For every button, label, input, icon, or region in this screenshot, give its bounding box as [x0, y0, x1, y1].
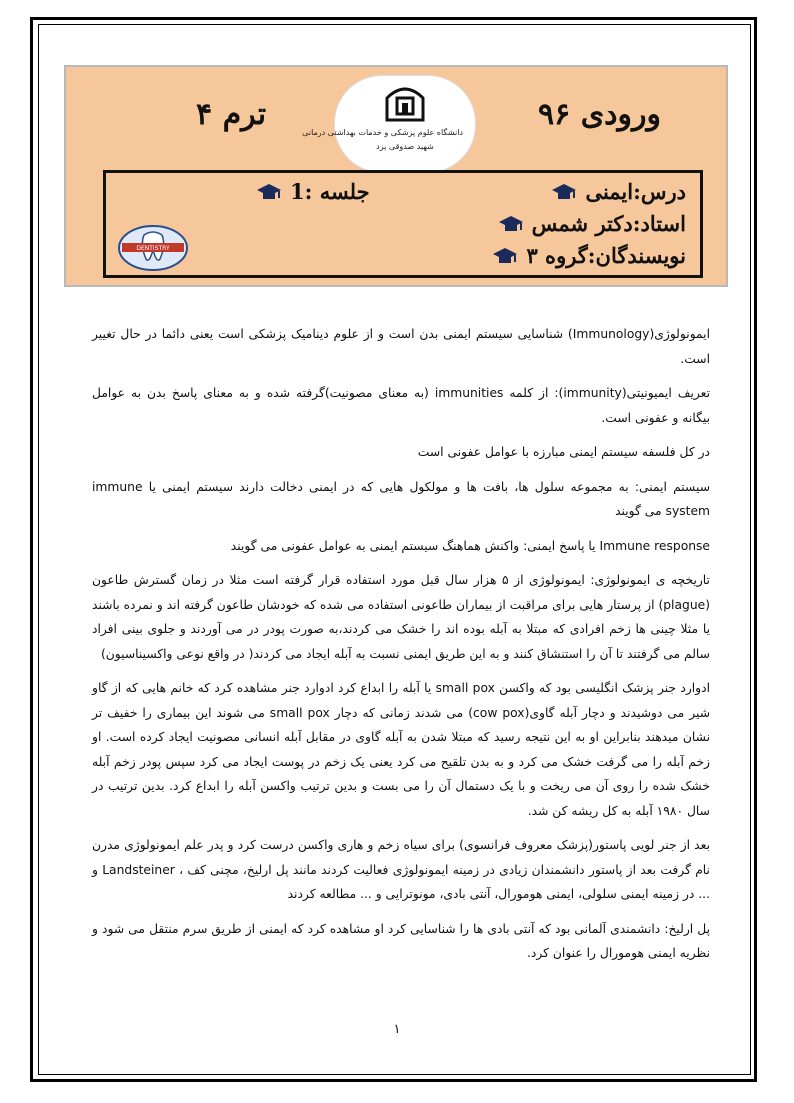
course-row [551, 179, 686, 204]
lecture-info-box [103, 170, 703, 278]
university-logo-icon [302, 75, 476, 173]
term-label: ترم ۴ [196, 97, 267, 132]
teacher-row [498, 211, 686, 236]
university-name-line1: دانشگاه علوم پزشکی و خدمات بهداشتی درمانی [302, 128, 463, 137]
header-banner [64, 65, 728, 287]
course-label: درس:ایمنی [585, 179, 686, 204]
dentistry-badge-icon [116, 223, 190, 273]
graduation-cap-icon [256, 182, 282, 202]
paragraph: در کل فلسفه سیستم ایمنی مبارزه با عوامل عفونی است [417, 445, 710, 459]
session-label: جلسه :1 [290, 179, 370, 204]
authors-row [492, 243, 686, 268]
paragraph: سیستم ایمنی: به مجموعه سلول ها، بافت ها و مولکول هایی که در ایمنی دخالت دارند سیستم ایمنی یا immune system می گویند [92, 479, 710, 518]
session-row [256, 179, 370, 204]
graduation-cap-icon [492, 246, 518, 266]
emblem-icon [383, 84, 427, 124]
article-body [92, 322, 710, 976]
paragraph: Immune response یا پاسخ ایمنی: واکنش هماهنگ سیستم ایمنی به عوامل عفونی می گویند [230, 538, 710, 553]
teacher-label: استاد:دکتر شمس [531, 211, 686, 236]
paragraph: بعد از جنر لویی پاستور(پزشک معروف فرانسوی) برای سیاه زخم و هاری واکسن درست کرد و پدر علم ایمونولوژی مدرن نام گرفت بعد از پاستور دانشمندان زیادی در زمینه ایمونولوژی فعالیت کردند مانند پل ارلیخ، مچنی کف ، Landsteiner و ... در زمینه ایمنی سلولی، ایمنی هومورال، آنتی بادی، مونوترایی و ... مطالعه کردند [92, 838, 710, 901]
page-number: ۱ [393, 1022, 401, 1037]
authors-label: نویسندگان:گروه ۳ [526, 243, 686, 268]
paragraph: پل ارلیخ: دانشمندی آلمانی بود که آنتی بادی ها را شناسایی کرد او مشاهده کرد که ایمنی از طریق سرم منتقل می شود و نظریه ایمنی هومورال را عنوان کرد. [92, 921, 710, 960]
paragraph: تاریخچه ی ایمونولوژی: ایمونولوژی از ۵ هزار سال قبل مورد استفاده قرار گرفته است مثلا در زمان گسترش طاعون (plague) از پرستار هایی برای مراقبت از بیماران طاعونی استفاده می شده که خودشان طاعون گرفته اند و نمرده باشند یا مثلا چینی ها زخم افرادی که مبتلا به آبله بوده اند را خشک می کردند،به صورت پودر در می آوردند و جلوی بینی افراد سالم می گرفتند تا آن را استنشاق کنند و به این طریق ایمنی نسبت به آبله ایجاد می کردند( در واقع نوعی واکسیناسیون) [92, 573, 710, 661]
paragraph: تعریف ایمیونیتی(immunity): از کلمه immunities (به معنای مصونیت)گرفته شده و به معنای پاسخ بدن به عوامل بیگانه و عفونی است. [92, 386, 711, 425]
paragraph: ادوارد جنر پزشک انگلیسی بود که واکسن small pox یا آبله را ابداع کرد ادوارد جنر مشاهده کرد که خانم هایی که از گاو شیر می دوشیدند و دچار آبله گاوی(cow pox) می شدند زمانی که دچار small pox می شوند این بیماری را خفیف تر نشان میدهند بنابراین او به این نتیجه رسید که مبتلا شدن به آبله گاوی در مقابل آبله انسانی مصونیت ایجاد کرده است. او زخم آبله را می گرفت خشک می کرد و به بدن تلقیح می کرد یعنی یک زخم در پوست ایجاد می کرد سپس پودر زخم آبله خشک شده را روی آن می ریخت و با یک دستمال آن را می بست و بدین ترتیب واکسن آبله را ابداع کرد. بدین ترتیب در سال ۱۹۸۰ آبله به کل ریشه کن شد. [92, 681, 711, 818]
entry-label: ورودی ۹۶ [538, 97, 661, 132]
university-name-line2: شهید صدوقی یزد [376, 142, 434, 151]
graduation-cap-icon [498, 214, 524, 234]
paragraph: ایمونولوژی(Immunology) شناسایی سیستم ایمنی بدن است و از علوم دینامیک پزشکی است یعنی دائما در حال تغییر است. [92, 327, 710, 366]
graduation-cap-icon [551, 182, 577, 202]
badge-text: DENTISTRY [136, 245, 170, 252]
